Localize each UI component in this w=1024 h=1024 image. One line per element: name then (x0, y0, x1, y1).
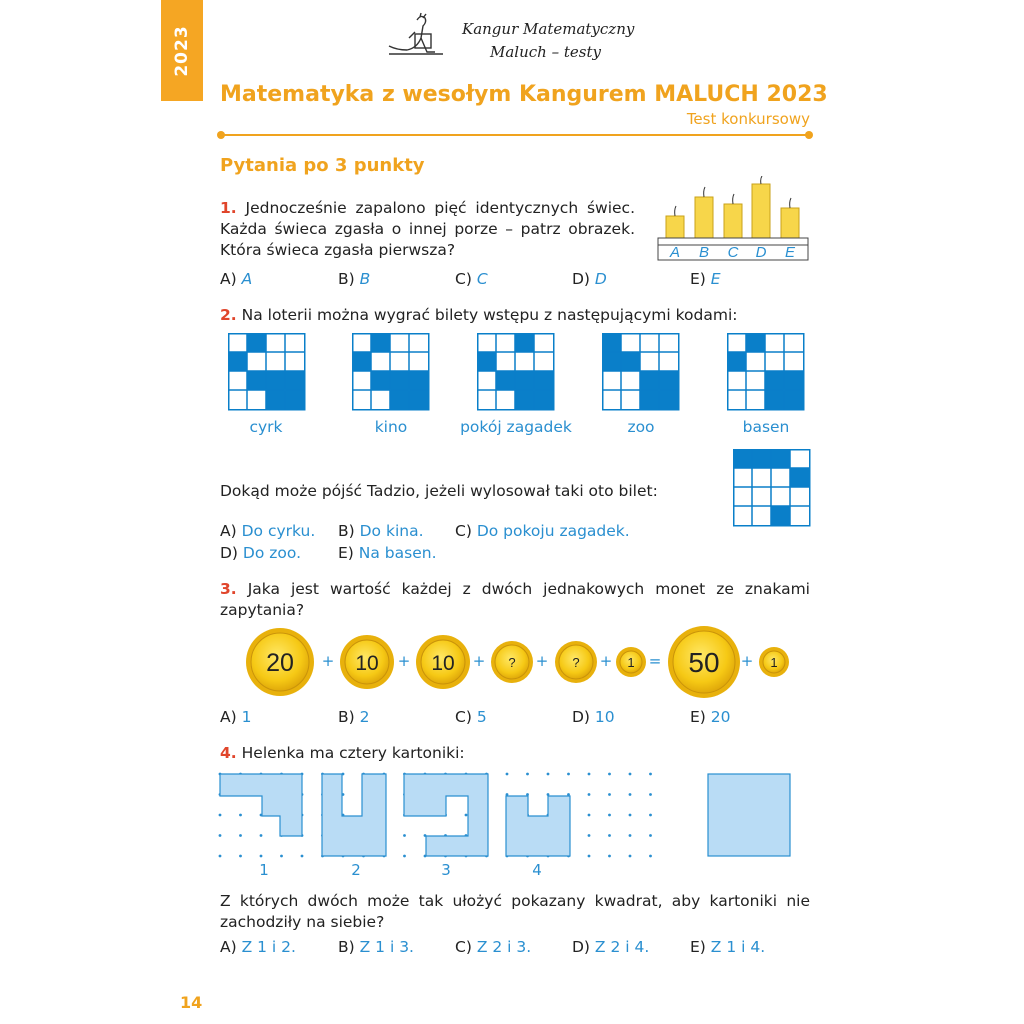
grid-dot (629, 855, 632, 858)
q1-answer-e[interactable]: E) E (690, 270, 721, 288)
code-label-kino: kino (374, 418, 408, 436)
grid-dot (629, 814, 632, 817)
candle-label-c: C (727, 244, 739, 261)
piece-label-3: 3 (441, 861, 451, 879)
grid-dot (465, 814, 468, 817)
q4-text (220, 743, 465, 764)
coin-question-a (491, 641, 533, 683)
q3-answer-d[interactable]: D) 10 (572, 708, 615, 726)
grid-dot (219, 814, 222, 817)
code-grid-zoo (602, 333, 680, 411)
grid-dot (280, 855, 283, 858)
svg-text:50: 50 (688, 647, 720, 678)
op-5: + (599, 652, 613, 670)
grid-dot (260, 834, 263, 837)
q1-answer-c[interactable]: C) C (455, 270, 488, 288)
q3-answer-a[interactable]: A) 1 (220, 708, 252, 726)
op-6: + (740, 652, 754, 670)
section-heading: Pytania po 3 punkty (220, 155, 425, 176)
q2-answer-b[interactable]: B) Do kina. (338, 522, 424, 540)
q3-answer-c[interactable]: C) 5 (455, 708, 487, 726)
grid-dot (239, 814, 242, 817)
grid-dot (547, 773, 550, 776)
piece-3 (404, 774, 488, 856)
grid-dot (608, 793, 611, 796)
op-1: + (321, 652, 335, 670)
q4-answer-e[interactable]: E) Z 1 i 4. (690, 938, 766, 956)
q2-answer-a[interactable]: A) Do cyrku. (220, 522, 316, 540)
grid-dot (629, 793, 632, 796)
coin-10-a (340, 635, 394, 689)
q1-body: Jednocześnie zapalono pięć identycznych świec. Każda świeca zgasła o innej porze – patrz obrazek. Która świeca zgasła pierwsza? (220, 199, 635, 259)
piece-label-1: 1 (259, 861, 269, 879)
q4-body: Helenka ma cztery kartoniki: (241, 744, 465, 762)
piece-2 (322, 774, 386, 856)
q2-body: Na loterii można wygrać bilety wstępu z następującymi kodami: (241, 306, 738, 324)
q4-question: Z których dwóch może tak ułożyć pokazany kwadrat, aby kartoniki nie zachodziły na siebie? (220, 892, 810, 931)
q3-answer-e[interactable]: E) 20 (690, 708, 731, 726)
page-title: Matematyka z wesołym Kangurem MALUCH 2023 (220, 82, 828, 107)
q2-number: 2. (220, 306, 237, 324)
page-number: 14 (180, 993, 203, 1012)
q2-answer-e[interactable]: E) Na basen. (338, 544, 437, 562)
q4-answer-d[interactable]: D) Z 2 i 4. (572, 938, 650, 956)
grid-dot (608, 834, 611, 837)
grid-dot (301, 855, 304, 858)
candle-label-a: A (669, 244, 681, 261)
coin-20 (246, 628, 314, 696)
candle-b (695, 187, 713, 238)
q2-answer-d[interactable]: D) Do zoo. (220, 544, 302, 562)
grid-dot (629, 773, 632, 776)
q2-question: Dokąd może pójść Tadzio, jeżeli wylosował taki oto bilet: (220, 482, 658, 500)
target-square (708, 774, 790, 856)
grid-dot (649, 773, 652, 776)
candle-label-d: D (755, 244, 767, 261)
coin-1-b (759, 647, 789, 677)
op-4: + (535, 652, 549, 670)
coin-1-a (616, 647, 646, 677)
q1-answer-b[interactable]: B) B (338, 270, 371, 288)
q3-text (220, 579, 810, 621)
header-line-2: Maluch – testy (490, 43, 601, 61)
grid-dot (506, 773, 509, 776)
q3-body: Jaka jest wartość każdej z dwóch jednakowych monet ze znakami zapytania? (220, 580, 810, 619)
code-grid-kino (352, 333, 430, 411)
candle-a (666, 206, 684, 238)
svg-text:10: 10 (355, 652, 379, 675)
grid-dot (649, 793, 652, 796)
candles-figure (656, 176, 812, 262)
grid-dot (239, 834, 242, 837)
q1-text (220, 198, 635, 261)
q4-answer-c[interactable]: C) Z 2 i 3. (455, 938, 532, 956)
grid-dot (526, 773, 529, 776)
candle-label-e: E (784, 244, 796, 261)
piece-4 (506, 796, 570, 856)
piece-label-4: 4 (532, 861, 542, 879)
grid-dot (588, 814, 591, 817)
year-tab-label: 2023 (172, 24, 192, 77)
grid-dot (260, 855, 263, 858)
q1-answer-a[interactable]: A) A (220, 270, 253, 288)
svg-text:20: 20 (266, 649, 294, 677)
svg-text:10: 10 (431, 652, 455, 675)
grid-dot (588, 793, 591, 796)
candle-c (724, 194, 742, 238)
candle-e (781, 198, 799, 238)
grid-dot (608, 814, 611, 817)
ticket-grid (733, 449, 811, 527)
q3-number: 3. (220, 580, 237, 598)
q4-answer-b[interactable]: B) Z 1 i 3. (338, 938, 414, 956)
svg-text:?: ? (572, 655, 580, 670)
grid-dot (567, 773, 570, 776)
grid-dot (403, 855, 406, 858)
grid-dot (649, 855, 652, 858)
q3-answer-b[interactable]: B) 2 (338, 708, 370, 726)
q4-number: 4. (220, 744, 237, 762)
grid-dot (588, 773, 591, 776)
coin-50 (668, 626, 740, 698)
grid-dot (629, 834, 632, 837)
op-2: + (397, 652, 411, 670)
coins-equation (240, 626, 800, 698)
piece-1 (220, 774, 302, 836)
grid-dot (649, 814, 652, 817)
coin-10-b (416, 635, 470, 689)
q4-answer-a[interactable]: A) Z 1 i 2. (220, 938, 296, 956)
code-grid-pokoj-zagadek (477, 333, 555, 411)
grid-dot (608, 855, 611, 858)
code-label-zoo: zoo (627, 418, 655, 436)
header-line-1: Kangur Matematyczny (462, 20, 635, 38)
grid-dot (219, 855, 222, 858)
page-subtitle: Test konkursowy (686, 110, 810, 128)
op-equals: = (648, 652, 662, 670)
code-label-basen: basen (742, 418, 790, 436)
candle-d (752, 176, 770, 238)
grid-dot (219, 834, 222, 837)
cardboard-pieces-figure (214, 770, 814, 880)
q2-answer-c[interactable]: C) Do pokoju zagadek. (455, 522, 630, 540)
code-grid-cyrk (228, 333, 306, 411)
code-label-cyrk: cyrk (249, 418, 283, 436)
grid-dot (649, 834, 652, 837)
svg-text:1: 1 (770, 655, 778, 670)
svg-text:1: 1 (627, 655, 635, 670)
q1-number: 1. (220, 199, 237, 217)
grid-dot (588, 855, 591, 858)
candle-label-b: B (698, 244, 710, 261)
grid-dot (608, 773, 611, 776)
op-3: + (472, 652, 486, 670)
piece-label-2: 2 (351, 861, 361, 879)
q1-answer-d[interactable]: D) D (572, 270, 607, 288)
kangaroo-logo-icon (387, 12, 445, 58)
svg-text:?: ? (508, 655, 516, 670)
q2-text (220, 305, 738, 326)
grid-dot (239, 855, 242, 858)
grid-dot (588, 834, 591, 837)
year-tab (161, 0, 203, 101)
code-grid-basen (727, 333, 805, 411)
title-rule (220, 134, 810, 136)
code-label-pokoj-zagadek: pokój zagadek (460, 418, 572, 436)
coin-question-b (555, 641, 597, 683)
grid-dot (403, 834, 406, 837)
